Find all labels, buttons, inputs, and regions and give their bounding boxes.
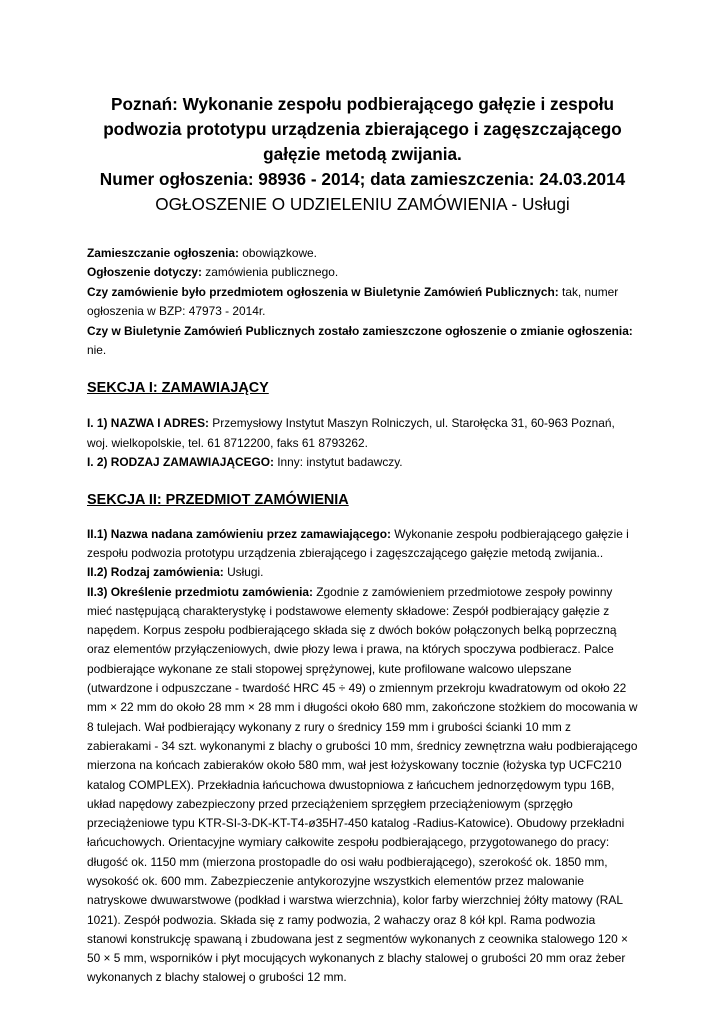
meta-value: nie. <box>87 343 107 358</box>
document-title: Poznań: Wykonanie zespołu podbierającego gałęzie i zespołu podwozia prototypu urządzenia zbierającego i zagęszczającego gałęzie metodą zwijania. <box>103 94 622 164</box>
meta-label: Czy w Biuletynie Zamówień Publicznych zostało zamieszczone ogłoszenie o zmianie ogłoszenia: <box>87 323 633 338</box>
meta-mandatory <box>87 244 638 263</box>
meta-bzp-announced <box>87 283 638 322</box>
section-1-buyer-type <box>87 453 638 472</box>
announcement-number: Numer ogłoszenia: 98936 - 2014; data zamieszczenia: 24.03.2014 <box>99 169 626 189</box>
announcement-meta <box>87 244 638 360</box>
meta-concerns <box>87 263 638 282</box>
section-2-title: SEKCJA II: PRZEDMIOT ZAMÓWIENIA <box>87 491 349 508</box>
section-1-title: SEKCJA I: ZAMAWIAJĄCY <box>87 380 269 397</box>
meta-label: Czy zamówienie było przedmiotem ogłoszenia w Biuletynie Zamówień Publicznych: <box>87 284 559 299</box>
meta-value: zamówienia publicznego. <box>201 265 339 280</box>
document-header <box>87 0 638 217</box>
item-label: I. 1) NAZWA I ADRES: <box>87 416 209 431</box>
section-2-order-type <box>87 563 638 582</box>
section-1-name-address <box>87 414 638 453</box>
item-value: Usługi. <box>223 565 264 580</box>
section-2-order-description <box>87 583 638 988</box>
item-value: Wykonanie zespołu podbierającego gałęzie i zespołu podwozia prototypu urządzenia zbierającego i zagęszczającego gałęzie metodą zwijania.. <box>87 526 629 560</box>
item-value: Inny: instytut badawczy. <box>273 455 403 470</box>
meta-value: tak, numer ogłoszenia w BZP: 47973 - 2014r. <box>87 284 619 319</box>
meta-value: obowiązkowe. <box>238 246 317 260</box>
meta-label: Zamieszczanie ogłoszenia: <box>87 246 239 260</box>
section-2-order-name <box>87 525 638 564</box>
section-2-body <box>87 525 638 988</box>
section-1-body <box>87 414 638 472</box>
meta-label: Ogłoszenie dotyczy: <box>87 265 202 280</box>
announcement-type: OGŁOSZENIE O UDZIELENIU ZAMÓWIENIA - Usługi <box>155 194 570 214</box>
item-label: II.1) Nazwa nadana zamówieniu przez zamawiającego: <box>87 526 391 541</box>
item-label: II.3) Określenie przedmiotu zamówienia: <box>87 584 313 599</box>
item-label: I. 2) RODZAJ ZAMAWIAJĄCEGO: <box>87 455 274 470</box>
item-label: II.2) Rodzaj zamówienia: <box>87 565 224 580</box>
item-value: Zgodnie z zamówieniem przedmiotowe zespoły powinny mieć następującą charakterystykę i podstawowe elementy składowe: Zespół podbierający gałęzie z napędem. Korpus zespołu podbierającego składa się z dwóch boków połączonych belką poprzeczną oraz elementów przyłączeniowych, dwie płozy lewa i prawa, na których spoczywa podbieracz. Palce podbierające wykonane ze stali stopowej sprężynowej, kute profilowane walcowo ulepszane (utwardzone i odpuszczane - twardość HRC 45 ÷ 49) o zmiennym przekroju kwadratowym od około 22 mm × 22 mm do około 28 mm × 28 mm i długości około 680 mm, zakończone stożkiem do mocowania w 8 tulejach. Wał podbierający wykonany z rury o średnicy 159 mm i grubości ścianki 10 mm z zabierakami - 34 szt. wykonanymi z blachy o grubości 10 mm, średnicy zewnętrzna wału podbierającego mierzona na końcach zabieraków około 580 mm, wał jest łożyskowany tocznie (łożyska typ UCFC210 katalog COMPLEX). Przekładnia łańcuchowa dwustopniowa z łańcuchem jednorzędowym typu 16B, układ napędowy zabezpieczony przed przeciążeniem sprzęgłem przeciążeniowym (sprzęgło przeciążeniowe typu KTR-SI-3-DK-KT-T4-ø35H7-450 katalog -Radius-Katowice). Obudowy przekładni łańcuchowych. Orientacyjne wymiary całkowite zespołu podbierającego, przygotowanego do pracy: długość ok. 1150 mm (mierzona prostopadle do osi wału podbierającego), szerokość ok. 1850 mm, wysokość ok. 600 mm. Zabezpieczenie antykorozyjne wszystkich elementów przez malowanie natryskowe dwuwarstwowe (podkład i warstwa wierzchnia), kolor farby wierzchniej żółty matowy (RAL 1021). Zespół podwozia. Składa się z ramy podwozia, 2 wahaczy oraz 8 kół kpl. Rama podwozia stanowi konstrukcję spawaną i zbudowana jest z segmentów wykonanych z ceownika stalowego 120 × 50 × 5 mm, wsporników i płyt mocujących wykonanych z blachy stalowej o grubości 20 mm oraz żeber wykonanych z blachy stalowej o grubości 12 mm. <box>87 584 638 985</box>
item-value: Przemysłowy Instytut Maszyn Rolniczych, ul. Starołęcka 31, 60-963 Poznań, woj. wielkopolskie, tel. 61 8712200, faks 61 8793262. <box>87 416 615 450</box>
meta-bzp-change <box>87 322 638 361</box>
